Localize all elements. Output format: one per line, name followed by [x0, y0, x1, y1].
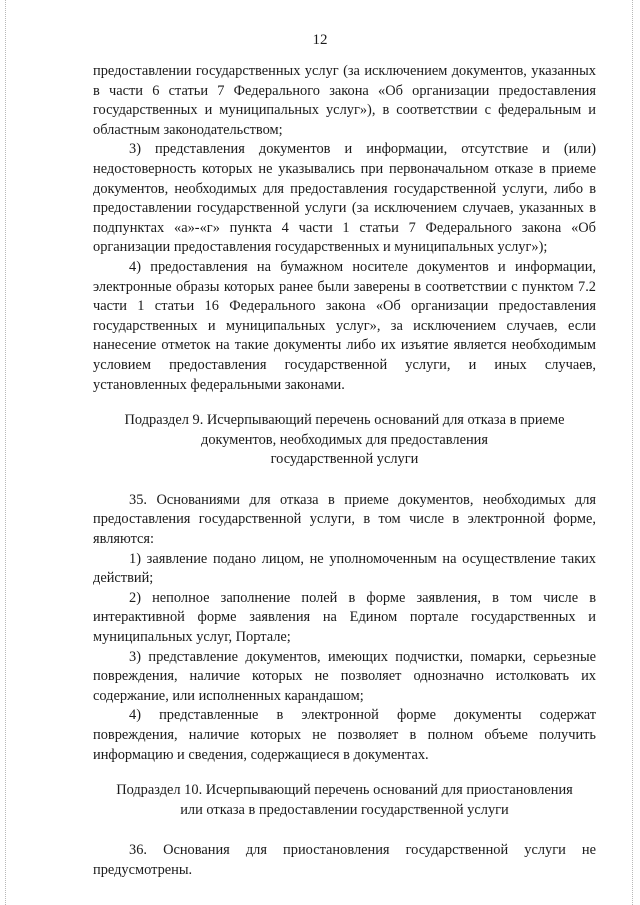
heading-line: Подраздел 9. Исчерпывающий перечень оснований для отказа в приеме — [124, 412, 565, 429]
section-continuation — [93, 62, 596, 395]
heading-line: или отказа в предоставлении государственной услуги — [180, 801, 509, 818]
paragraph-36: 36. Основания для приостановления государственной услуги не предусмотрены. — [93, 842, 596, 878]
paragraph-35-2: 2) неполное заполнение полей в форме заявления, в том числе в интерактивной форме заявления на Едином портале государственных и муниципальных услуг, Портале; — [93, 589, 596, 646]
scan-edge-left — [5, 0, 6, 905]
paragraph-35-4: 4) представленные в электронной форме документы содержат повреждения, наличие которых не позволяет в полном объеме получить информацию и сведения, содержащиеся в документах. — [93, 707, 596, 763]
paragraph-item4: 4) предоставления на бумажном носителе документов и информации, электронные образы которых ранее были заверены в соответствии с пунктом 7.2 части 1 статьи 16 Федерального закона «Об организации предоставления государственных и муниципальных услуг», за исключением случаев, если нанесение отметок на такие документы либо их изъятие является необходимым условием предоставления государственной услуги, и иных случаев, установленных федеральными законами. — [93, 258, 596, 393]
subsection-10-heading — [93, 781, 596, 820]
scan-edge-right — [632, 0, 633, 905]
section-36 — [93, 841, 596, 880]
paragraph-35-3: 3) представление документов, имеющих подчистки, помарки, серьезные повреждения, наличие которых не позволяет однозначно истолковать их содержание, или исполненных карандашом; — [93, 648, 596, 704]
heading-line: государственной услуги — [270, 451, 419, 468]
section-35 — [93, 491, 596, 765]
heading-line: Подраздел 10. Исчерпывающий перечень оснований для приостановления — [116, 782, 573, 799]
paragraph-cont: предоставлении государственных услуг (за исключением документов, указанных в части 6 статьи 7 Федерального закона «Об организации предоставления государственных и муниципальных услуг»), в соответствии с федеральным и областным законодательством; — [93, 63, 596, 138]
paragraph-35-1: 1) заявление подано лицом, не уполномоченным на осуществление таких действий; — [93, 550, 596, 587]
paragraph-35: 35. Основаниями для отказа в приеме документов, необходимых для предоставления государственной услуги, в том числе в электронной форме, являются: — [93, 491, 596, 548]
document-body — [93, 62, 596, 881]
paragraph-item3: 3) представления документов и информации, отсутствие и (или) недостоверность которых не указывались при первоначальном отказе в приеме документов, необходимых для предоставления государственной услуги, либо в предоставлении государственной услуги (за исключением случаев, указанных в подпунктах «а»-«г» пункта 4 части 1 статьи 7 Федерального закона «Об организации предоставления государственных и муниципальных услуг»); — [93, 141, 596, 256]
page-number: 12 — [312, 32, 328, 48]
heading-line: документов, необходимых для предоставления — [201, 431, 488, 448]
subsection-9-heading — [93, 411, 596, 470]
